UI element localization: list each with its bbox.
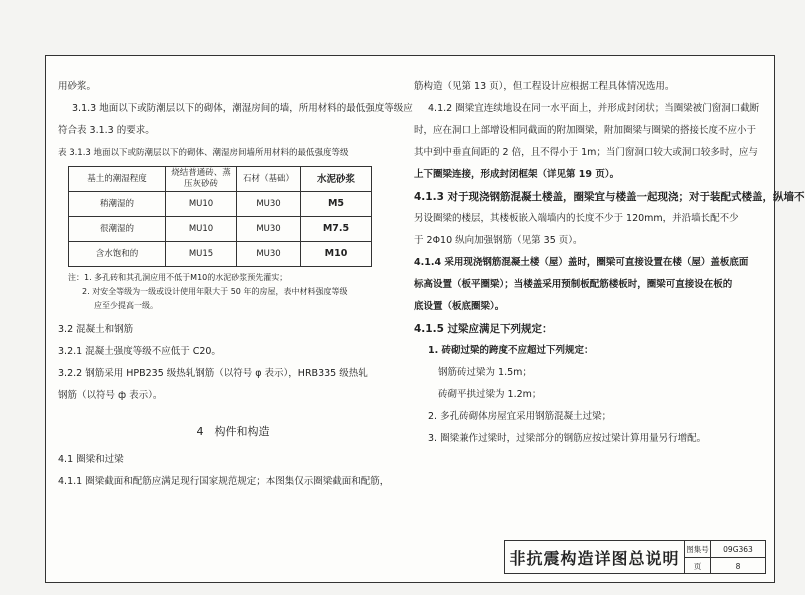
drawing-title: 非抗震构造详图总说明 [505, 541, 685, 573]
clause-4-1-1: 4.1.1 圈梁截面和配筋应满足现行国家规范规定；本图集仅示圈梁截面和配筋， [58, 476, 390, 487]
page-label: 页 [685, 558, 711, 574]
text-line: 上下圈梁连接，形成封闭框架（详见第 19 页）。 [414, 169, 620, 180]
note-line: 注：1. 多孔砖和其孔洞应用不低于M10的水泥砂浆预先灌实； [68, 273, 288, 282]
text-line: 用砂浆。 [58, 81, 97, 92]
text-line: 底设置（板底圈梁）。 [414, 301, 505, 312]
table-cell: 稍潮湿的 [69, 192, 166, 217]
clause-3-2-2: 3.2.2 钢筋采用 HPB235 级热轧钢筋（以符号 φ 表示），HRB335 级热轧 [58, 368, 368, 379]
right-column [414, 76, 805, 450]
table-caption: 表 3.1.3 地面以下或防潮层以下的砌体、潮湿房间墙所用材料的最低强度等级 [58, 148, 349, 158]
text-line: 时，应在洞口上部增设相同截面的附加圈梁，附加圈梁与圈梁的搭接长度不应小于 [414, 125, 757, 136]
section-3-2: 3.2 混凝土和钢筋 [58, 324, 134, 335]
text-line: 其中到中垂直间距的 2 倍，且不得小于 1m；当门窗洞口较大或洞口较多时，应与 [414, 147, 758, 158]
atlas-number: 09G363 [711, 541, 765, 558]
table-header-row [69, 167, 372, 192]
table-cell: M7.5 [301, 217, 372, 242]
title-block [504, 540, 766, 574]
section-4-1: 4.1 圈梁和过梁 [58, 454, 124, 465]
table-row [69, 192, 372, 217]
clause-3-2-1: 3.2.1 混凝土强度等级不应低于 C20。 [58, 346, 221, 357]
text-line: 另设圈梁的楼层，其楼板嵌入端墙内的长度不少于 120mm，并沿墙长配不少 [414, 213, 739, 224]
page-number: 8 [735, 561, 741, 571]
table-row [69, 242, 372, 267]
atlas-label: 图集号 [685, 541, 711, 558]
table-cell: 很潮湿的 [69, 217, 166, 242]
table-header: 水泥砂浆 [301, 167, 372, 192]
table-header: 烧结普通砖、蒸压灰砂砖 [166, 167, 237, 192]
table-cell: M5 [301, 192, 372, 217]
list-item: 3. 圈梁兼作过梁时，过梁部分的钢筋应按过梁计算用量另行增配。 [428, 433, 707, 444]
table-cell: 含水饱和的 [69, 242, 166, 267]
table-row [69, 217, 372, 242]
table-header: 基土的潮湿程度 [69, 167, 166, 192]
list-item: 砖砌平拱过梁为 1.2m； [438, 389, 542, 400]
note-line: 2. 对安全等级为一级或设计使用年限大于 50 年的房屋，表中材料强度等级 [82, 287, 348, 296]
clause-4-1-4: 4.1.4 采用现浇钢筋混凝土楼（屋）盖时，圈梁可直接设置在楼（屋）盖板底面 [414, 257, 749, 268]
table-header: 石材（基础） [237, 167, 301, 192]
table-cell: MU30 [237, 217, 301, 242]
title-block-grid [685, 541, 765, 573]
list-item: 钢筋砖过梁为 1.5m； [438, 367, 532, 378]
table-cell: MU30 [237, 242, 301, 267]
clause-4-1-2: 4.1.2 圈梁宜连续地设在同一水平面上，并形成封闭状；当圈梁被门窗洞口截断 [428, 103, 760, 114]
table-cell: MU10 [166, 217, 237, 242]
table-cell: MU10 [166, 192, 237, 217]
clause-3-1-3: 3.1.3 地面以下或防潮层以下的砌体，潮湿房间的墙，所用材料的最低强度等级应 [72, 103, 413, 114]
text-line: 于 2Φ10 纵向加强钢筋（见第 35 页）。 [414, 235, 583, 246]
table-cell: MU30 [237, 192, 301, 217]
text-line: 标高设置（板平圈梁）；当楼盖采用预制板配筋楼板时，圈梁可直接设在板的 [414, 279, 733, 290]
list-item: 2. 多孔砖砌体房屋宜采用钢筋混凝土过梁； [428, 411, 612, 422]
clause-4-1-5: 4.1.5 过梁应满足下列规定： [414, 323, 553, 335]
table-notes [68, 271, 408, 313]
list-item: 1. 砖砌过梁的跨度不应超过下列规定： [428, 345, 594, 356]
text-line: 符合表 3.1.3 的要求。 [58, 125, 155, 136]
material-table [68, 166, 372, 267]
text-line: 筋构造（见第 13 页），但工程设计应根据工程具体情况选用。 [414, 81, 675, 92]
chapter-title: 4 构件和构造 [196, 425, 270, 438]
text-line: 钢筋（以符号 ф 表示）。 [58, 390, 163, 401]
drawing-sheet [45, 55, 805, 583]
clause-4-1-3: 4.1.3 对于现浇钢筋混凝土楼盖，圈梁宜与楼盖一起现浇；对于装配式楼盖，纵墙不 [414, 191, 805, 203]
note-line: 应至少提高一级。 [94, 301, 158, 310]
left-column [58, 76, 413, 493]
table-cell: M10 [301, 242, 372, 267]
table-cell: MU15 [166, 242, 237, 267]
